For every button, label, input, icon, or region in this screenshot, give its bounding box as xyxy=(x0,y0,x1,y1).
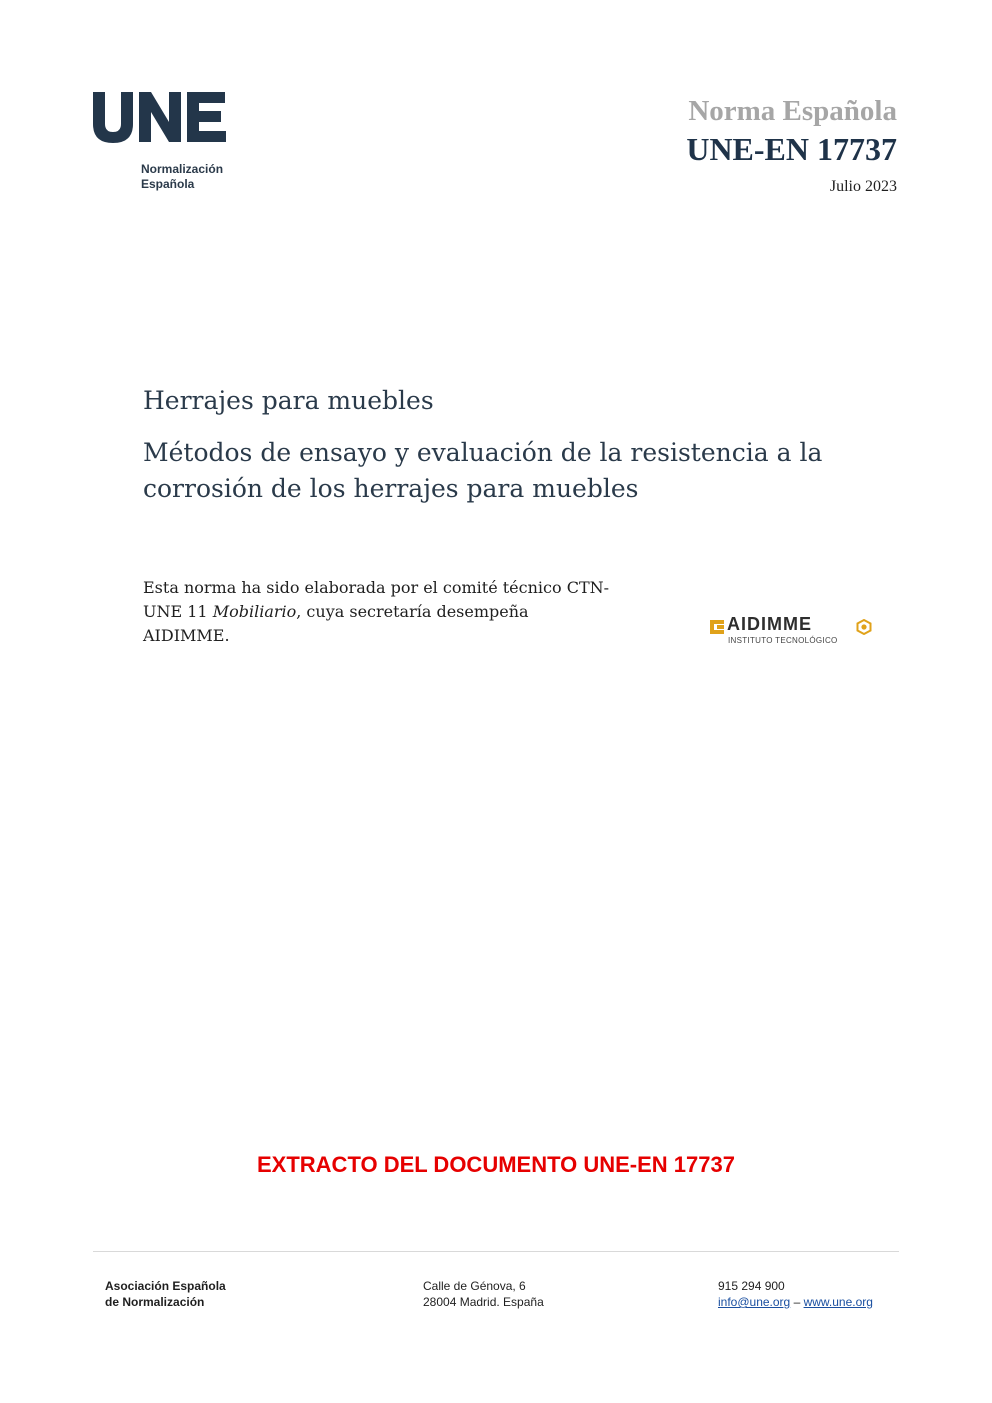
footer-organization xyxy=(105,1278,226,1310)
committee-name: Mobiliario xyxy=(212,602,297,621)
committee-text-after: , cuya secretaría desempeña AIDIMME. xyxy=(143,602,529,645)
aidimme-bracket-icon xyxy=(710,620,724,634)
footer-address-line2: 28004 Madrid. España xyxy=(423,1295,544,1309)
extract-banner: EXTRACTO DEL DOCUMENTO UNE-EN 17737 xyxy=(257,1152,735,1177)
aidimme-logo xyxy=(710,616,880,650)
standard-date: Julio 2023 xyxy=(829,178,897,195)
une-logo-mark xyxy=(93,86,233,146)
committee-paragraph xyxy=(143,576,613,648)
website-link[interactable]: www.une.org xyxy=(803,1295,873,1309)
aidimme-tagline: INSTITUTO TECNOLÓGICO xyxy=(728,636,838,645)
logo-subtitle-line2: Española xyxy=(141,177,195,191)
footer-contact xyxy=(718,1278,873,1310)
committee-text-before: Esta norma ha sido elaborada por el comité técnico CTN-UNE 11 xyxy=(143,578,610,621)
aidimme-hexagon-icon xyxy=(856,619,872,635)
footer-org-line1: Asociación Española xyxy=(105,1279,226,1293)
footer-phone: 915 294 900 xyxy=(718,1279,785,1293)
footer-address xyxy=(423,1278,544,1310)
footer-org-line2: de Normalización xyxy=(105,1295,205,1309)
footer-divider xyxy=(93,1251,899,1252)
aidimme-name: AIDIMME xyxy=(727,614,812,634)
footer-links xyxy=(718,1294,873,1310)
standard-code: UNE-EN 17737 xyxy=(686,131,897,167)
une-logo xyxy=(93,86,233,196)
footer-address-line1: Calle de Génova, 6 xyxy=(423,1279,526,1293)
document-title: Herrajes para muebles xyxy=(143,386,434,415)
email-link[interactable]: info@une.org xyxy=(718,1295,791,1309)
document-subtitle: Métodos de ensayo y evaluación de la resistencia a la corrosión de los herrajes para muebles xyxy=(143,438,823,503)
footer-link-separator: – xyxy=(790,1295,804,1309)
norma-label: Norma Española xyxy=(688,95,897,127)
logo-subtitle-line1: Normalización xyxy=(141,162,224,176)
